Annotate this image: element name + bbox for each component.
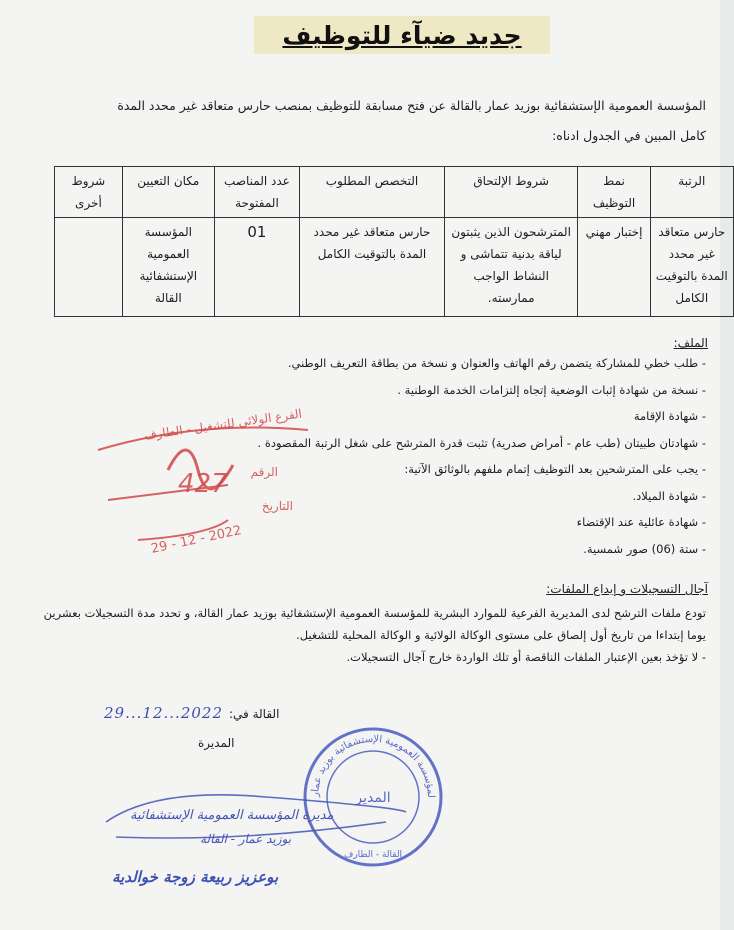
cell-posts: 01 xyxy=(214,218,299,317)
list-item: - يجب على المترشحين بعد التوظيف إتمام ملفهم بالوثائق الآتية: xyxy=(404,462,706,476)
signer-name: بوعزيز ربيعة زوجة خوالدية xyxy=(112,868,279,886)
documents-heading: الملف: xyxy=(673,336,708,350)
blue-seal-bottom: القالة - الطارف xyxy=(343,850,403,860)
registration-heading: آجال التسجيلات و إيداع الملفات: xyxy=(546,582,708,596)
registration-list xyxy=(6,602,706,668)
red-stamp-number-label: الرقم xyxy=(250,465,278,479)
cell-specialty: حارس متعاقد غير محدد المدة بالتوقيت الكامل xyxy=(300,218,445,317)
blue-seal-ring-text: لمؤسسة العمومية الإستشفائية بوزيد عمار xyxy=(309,733,437,798)
list-item: - شهادتان طبيتان (طب عام - أمراض صدرية) تثبت قدرة المترشح على شغل الرتبة المقصودة . xyxy=(257,435,706,450)
date-line xyxy=(104,704,279,722)
table-row xyxy=(55,218,734,317)
list-item: - طلب خطي للمشاركة يتضمن رقم الهاتف والعنوان و نسخة من بطاقة التعريف الوطني. xyxy=(287,356,706,370)
intro-line-2: كامل المبين في الجدول ادناه: xyxy=(552,128,706,143)
signature-line-2: بوزيد عمار - القالة xyxy=(200,832,292,846)
cell-mode: إختبار مهني xyxy=(578,218,650,317)
handwritten-date: 2022...12...29 xyxy=(104,704,223,722)
header-other: شروط أخرى xyxy=(55,167,123,218)
header-posts: عدد المناصب المفتوحة xyxy=(214,167,299,218)
header-conditions: شروط الإلتحاق xyxy=(444,167,578,218)
header-place: مكان التعيين xyxy=(122,167,214,218)
cell-rank: حارس متعاقد غير محدد المدة بالتوقيت الكامل xyxy=(650,218,733,317)
place-label: القالة في: xyxy=(229,707,280,721)
table-header-row xyxy=(55,167,734,218)
red-stamp-date-value: 29 - 12 - 2022 xyxy=(149,523,243,557)
red-stamp-number-value: 427 xyxy=(178,469,228,499)
banner-title: جديد ضيآء للتوظيف xyxy=(254,16,550,54)
cell-conditions: المترشحون الذين يثبتون لياقة بدنية تتماشى و النشاط الواجب ممارسته. xyxy=(444,218,578,317)
header-mode: نمط التوظيف xyxy=(578,167,650,218)
cell-other xyxy=(55,218,123,317)
director-label: المديرة xyxy=(198,736,235,750)
red-stamp-date-label: التاريخ xyxy=(261,499,293,513)
list-item: - لا تؤخذ بعين الإعتبار الملفات الناقصة أو تلك الواردة خارج آجال التسجيلات. xyxy=(346,650,706,664)
list-item: - ستة (06) صور شمسية. xyxy=(583,541,706,556)
cell-place: المؤسسة العمومية الإستشفائية القالة xyxy=(122,218,214,317)
list-item: - شهادة الميلاد. xyxy=(632,488,706,503)
list-item: - نسخة من شهادة إثبات الوضعية إتجاه إلتزامات الخدمة الوطنية . xyxy=(397,382,706,397)
list-item: يوما إبتداءا من تاريخ أول إلصاق على مستوى الوكالة الولائية و الوكالة المحلية للتشغيل. xyxy=(296,628,706,642)
signature-line-1: مديرة المؤسسة العمومية الإستشفائية xyxy=(130,808,334,823)
blue-seal-center: المدير xyxy=(355,790,391,806)
header-rank: الرتبة xyxy=(650,167,733,218)
red-stamp-icon xyxy=(78,406,318,570)
jobs-table xyxy=(54,166,734,317)
list-item: - شهادة عائلية عند الإقتضاء xyxy=(576,515,706,529)
header-specialty: التخصص المطلوب xyxy=(300,167,445,218)
list-item: تودع ملفات الترشح لدى المديرية الفرعية للموارد البشرية للمؤسسة العمومية الإستشفائية بوزيد عمار القالة، و تحدد مدة التسجيلات بعشرين xyxy=(43,606,706,620)
intro-line-1: المؤسسة العمومية الإستشفائية بوزيد عمار بالقالة عن فتح مسابقة للتوظيف بمنصب حارس متعاقد غير محدد المدة xyxy=(117,98,706,113)
red-stamp-line1: الفرع الولائي للتشغيل - الطارف xyxy=(143,406,303,443)
list-item: - شهادة الإقامة xyxy=(633,409,706,423)
